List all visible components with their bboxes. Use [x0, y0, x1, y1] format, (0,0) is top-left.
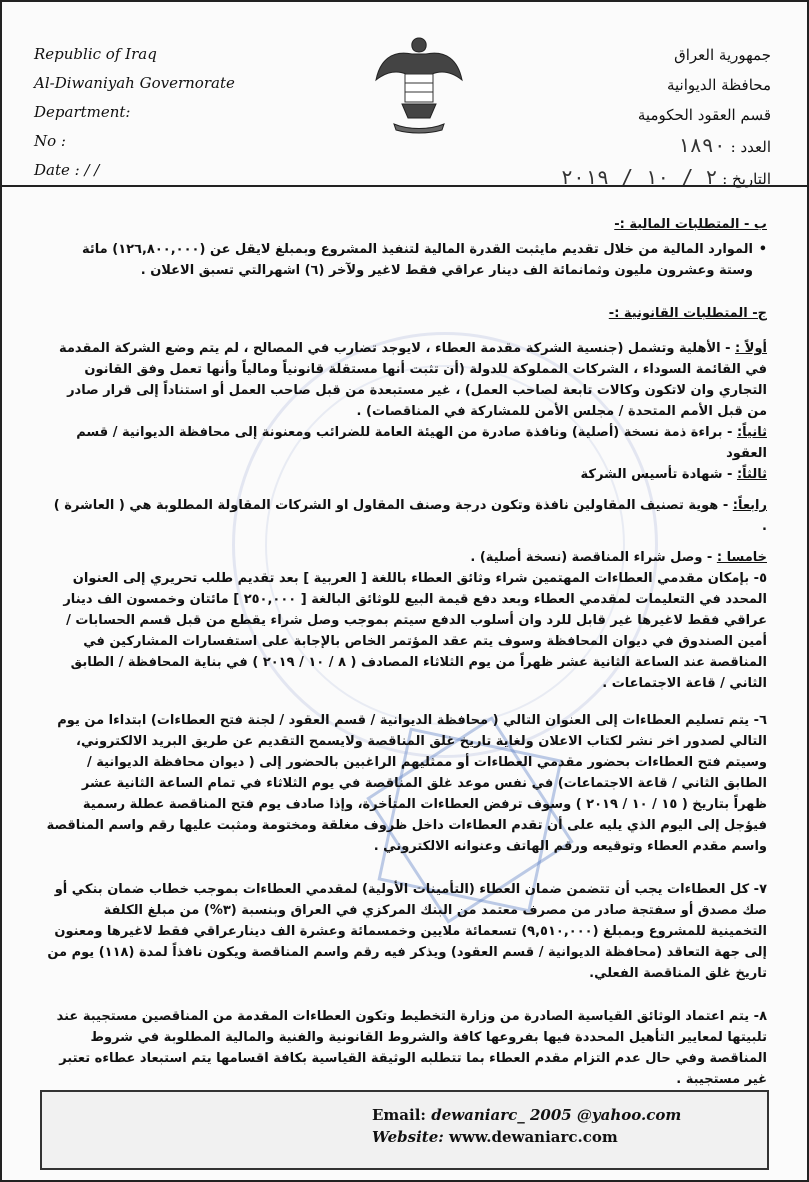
legal-item-4 [46, 495, 767, 537]
email-label: Email: [372, 1106, 426, 1124]
header-country-ar: جمهورية العراق [674, 46, 771, 64]
email-value: dewaniarc_ 2005 @yahoo.com [431, 1106, 682, 1124]
legal-item-1-text: - الأهلية وتشمل (جنسية الشركة مقدمة العطاء ، لايوجد تضارب في المصالح ، لم يتم وضع الشركة المقدمة في القائمة السوداء ، الشركات المملوكة للدولة (أن تثبت أنها مستقلة قانونياً ومالياً وأنها تعمل وفق القانون التجاري وان لاتكون وكالات تابعة لصاحب العمل) ، غير مستبعدة من قبل صاحب العمل أو استناداً إلى قرار صادر من قبل الأمم المتحدة / مجلس الأمن للمشاركة في المناقصات) . [59, 341, 767, 419]
header-date-ar [511, 162, 771, 194]
paragraph-5: ٥- بإمكان مقدمي العطاءات المهتمين شراء وثائق العطاء باللغة [ العربية ] بعد تقديم طلب تحريري إلى العنوان المحدد في التعليمات لمقدمي العطاء وبعد دفع قيمة البيع للوثائق البالغة [ ٢٥٠,٠٠٠ ] مائتان وخمسون الف دينار عراقي فقط لاغيرها غير قابل للرد وان أسلوب الدفع سيتم بموجب وصل شراء يقطع من قبل قسم الحسابات / أمين الصندوق في ديوان المحافظة وسوف يتم عقد المؤتمر الخاص بالإجابة على استفسارات المشاركين في المناقصة عند الساعة الثانية عشر ظهراً من يوم الثلاثاء المصادف ( ٨ / ١٠ / ٢٠١٩ ) في بناية المحافظة / الطابق الثاني / قاعة الاجتماعات . [63, 571, 767, 691]
legal-item-3-label: ثالثاً: [736, 467, 767, 482]
footer-website [372, 1128, 618, 1146]
header-department-ar: قسم العقود الحكومية [637, 106, 771, 124]
website-label: Website: [372, 1128, 444, 1146]
header-right-arabic [511, 40, 771, 194]
header-divider [2, 185, 807, 187]
legal-item-2 [46, 422, 767, 464]
number-value-ar: ١٨٩٠ [677, 133, 726, 157]
financial-text: • الموارد المالية من خلال تقديم مايثبت القدرة المالية لتنفيذ المشروع وبمبلغ لايقل عن (١٢٦,٨٠٠,٠٠٠) مائة وستة وعشرون مليون وثمانمائة الف دينار عراقي فقط لاغير ولآخر (٦) اشهرالتي تسبق الاعلان . [46, 239, 767, 281]
header-number-ar [511, 130, 771, 162]
document-body [46, 214, 767, 1090]
legal-item-4-label: رابعاً: [732, 498, 767, 513]
header-number-en: No : [34, 132, 66, 150]
website-value: www.dewaniarc.com [449, 1128, 618, 1146]
header-date-en: Date : / / [34, 161, 100, 179]
legal-item-1-label: أولاً : [735, 341, 767, 356]
header-department-en: Department: [34, 103, 131, 121]
legal-item-5 [46, 547, 767, 568]
footer-contact-box [40, 1090, 769, 1170]
legal-item-5-text: - وصل شراء المناقصة (نسخة أصلية) . [470, 550, 713, 565]
number-label-ar: العدد : [730, 138, 771, 156]
legal-item-2-label: ثانياً: [736, 425, 767, 440]
paragraph-6: ٦- يتم تسليم العطاءات إلى العنوان التالي ( محافظة الديوانية / قسم العقود / لجنة فتح العطاءات) ابتداءا من يوم التالي لصدور اخر نشر لكتاب الاعلان ولغاية تاريخ غلق المناقصة ولايسمح التقديم عن طريق البريد الالكتروني، وسيتم فتح العطاءات بحضور مقدمي العطاءات أو ممثليهم الراغبين بالحضور إلى ( ديوان محافظة الديوانية / الطابق الثاني / قاعة الاجتماعات) في نفس موعد غلق المناقصة في يوم الثلاثاء في تمام الساعة الثانية عشر ظهراً بتاريخ ( ١٥ / ١٠ / ٢٠١٩ ) وسوف ترفض العطاءات المتأخرة، وإذا صادف يوم فتح المناقصة عطلة رسمية فيؤجل إلى اليوم الذي يليه على أن تقدم العطاءات داخل ظروف مغلقة ومختومة ومثبت عليها رقم واسم المناقصة واسم مقدم العطاء وتوقيعه ورقم الهاتف وعنوانه الالكتروني . [46, 713, 767, 854]
legal-item-3-text: - شهادة تأسيس الشركة [580, 467, 733, 482]
legal-item-4-text: - هوية تصنيف المقاولين نافذة وتكون درجة وصنف المقاول او الشركات المقاولة المطلوبة هي ( العاشرة ) . [53, 498, 767, 534]
date-value-ar: ٢ / ١٠ / ٢٠١٩ [560, 165, 718, 189]
date-label-ar: التاريخ : [722, 170, 771, 188]
header-governorate-ar: محافظة الديوانية [666, 76, 771, 94]
legal-item-3 [46, 464, 767, 485]
header-governorate-en: Al-Diwaniyah Governorate [34, 74, 235, 92]
paragraph-8: ٨- يتم اعتماد الوثائق القياسية الصادرة من وزارة التخطيط وتكون العطاءات المقدمة من المناقصين مستجيبة عند تلبيتها لمعايير التأهيل المحددة فيها بفروعها كافة والشروط القانونية والفنية والمالية المطلوبة في شروط المناقصة وفي حال عدم التزام مقدم العطاء بما تتطلبه الوثيقة القياسية بكافة اقسامها يتم استبعاد عطاءه تعتبر غير مستجيبة . [56, 1009, 767, 1087]
paragraph-7: ٧- كل العطاءات يجب أن تتضمن ضمان العطاء (التأمينات الأولية) لمقدمي العطاءات بموجب خطاب ضمان بنكي أو صك مصدق أو سفتجة صادر من مصرف معتمد من البنك المركزي في العراق وبنسبة (٣%) من مبلغ الكلفة التخمينية للمشروع وبمبلغ (٩,٥١٠,٠٠٠) تسعمائة ملايين وخمسمائة وعشرة الف دينارعراقي فقط لاغيرها ومعنون إلى جهة التعاقد (محافظة الديوانية / قسم العقود) ويذكر فيه رقم واسم المناقصة ويكون نافذاً لمدة (١١٨) يوم من تاريخ غلق المناقصة الفعلي. [47, 882, 767, 981]
legal-heading: ج- المتطلبات القانونية :- [608, 306, 767, 321]
financial-heading: ب - المتطلبات المالية :- [614, 217, 767, 232]
iraq-eagle-emblem-icon [372, 30, 467, 135]
header-left-english [34, 40, 264, 185]
legal-item-2-text: - براءة ذمة نسخة (أصلية) ونافذة صادرة من الهيئة العامة للضرائب ومعنونة إلى محافظة الديوانية / قسم العقود [76, 425, 767, 461]
header-country-en: Republic of Iraq [34, 45, 157, 63]
legal-item-1 [46, 338, 767, 422]
legal-item-5-label: خامسا : [716, 550, 767, 565]
footer-email [372, 1106, 681, 1124]
